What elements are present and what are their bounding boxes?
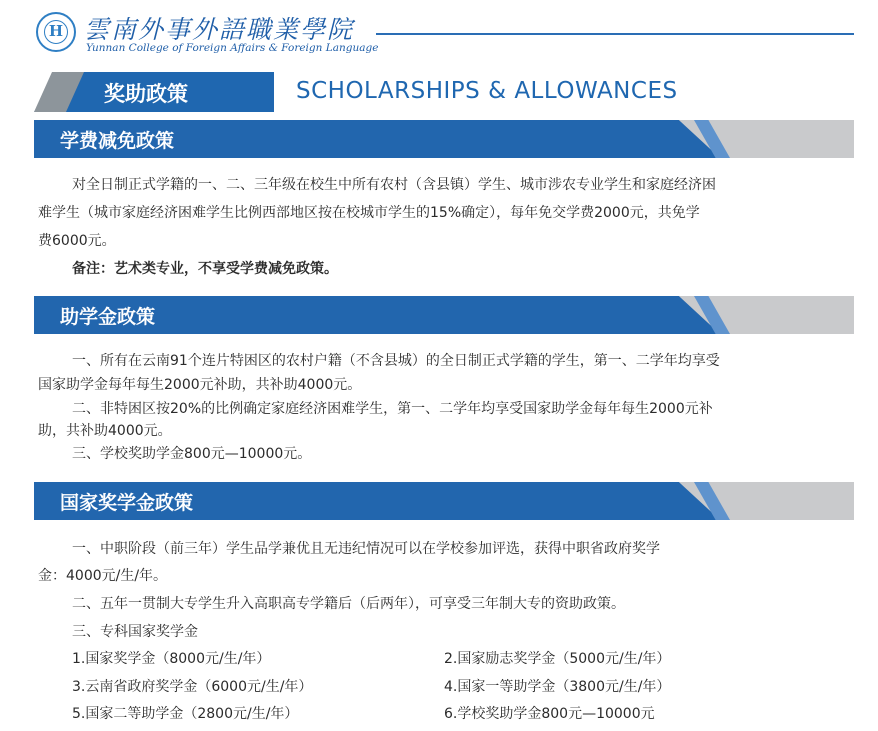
grant-text-line: 一、所有在云南91个连片特困区的农村户籍（不含县城）的全日制正式学籍的学生，第一、二学年均享受 [72, 353, 720, 369]
logo-letter: H [48, 22, 64, 40]
section-title: 助学金政策 [60, 306, 156, 328]
grant-text-line: 三、学校奖助学金800元—10000元。 [72, 446, 312, 462]
college-name-en: Yunnan College of Foreign Affairs & Foreign Language [86, 42, 379, 54]
tuition-text-line: 难学生（城市家庭经济困难学生比例西部地区按在校城市学生的15%确定），每年免交学费2000元，共免学 [38, 205, 700, 221]
scholarship-item: 1.国家奖学金（8000元/生/年） [72, 651, 271, 667]
tuition-text-line: 对全日制正式学籍的一、二、三年级在校生中所有农村（含县镇）学生、城市涉农专业学生和家庭经济困 [72, 177, 716, 193]
national-text-line: 二、五年一贯制大专学生升入高职高专学籍后（后两年），可享受三年制大专的资助政策。 [72, 596, 625, 612]
scholarship-item: 3.云南省政府奖学金（6000元/生/年） [72, 679, 313, 695]
section-header-grant [34, 296, 854, 334]
grant-text-line: 国家助学金每年每生2000元补助，共补助4000元。 [38, 377, 362, 393]
scholarship-item: 6.学校奖助学金800元—10000元 [444, 706, 655, 722]
grant-text-line: 助，共补助4000元。 [38, 423, 172, 439]
section-title: 国家奖学金政策 [60, 492, 194, 514]
section-header-tuition [34, 120, 854, 158]
tuition-note: 备注：艺术类专业，不享受学费减免政策。 [72, 261, 338, 277]
page-title-en: SCHOLARSHIPS & ALLOWANCES [296, 78, 678, 104]
section-header-national [34, 482, 854, 520]
national-text-line: 一、中职阶段（前三年）学生品学兼优且无违纪情况可以在学校参加评选，获得中职省政府奖学 [72, 541, 660, 557]
national-text-line: 金：4000元/生/年。 [38, 568, 168, 584]
scholarship-item: 2.国家励志奖学金（5000元/生/年） [444, 651, 671, 667]
national-text-line: 三、专科国家奖学金 [72, 624, 198, 640]
college-name-cn: 雲南外事外語職業學院 [84, 15, 355, 44]
section-title: 学费减免政策 [60, 130, 175, 152]
scholarship-item: 5.国家二等助学金（2800元/生/年） [72, 706, 299, 722]
tuition-text-line: 费6000元。 [38, 233, 116, 249]
grant-text-line: 二、非特困区按20%的比例确定家庭经济困难学生，第一、二学年均享受国家助学金每年每生2000元补 [72, 401, 713, 417]
scholarship-item: 4.国家一等助学金（3800元/生/年） [444, 679, 671, 695]
header-divider [376, 33, 854, 35]
page-title-cn: 奖助政策 [104, 82, 188, 106]
